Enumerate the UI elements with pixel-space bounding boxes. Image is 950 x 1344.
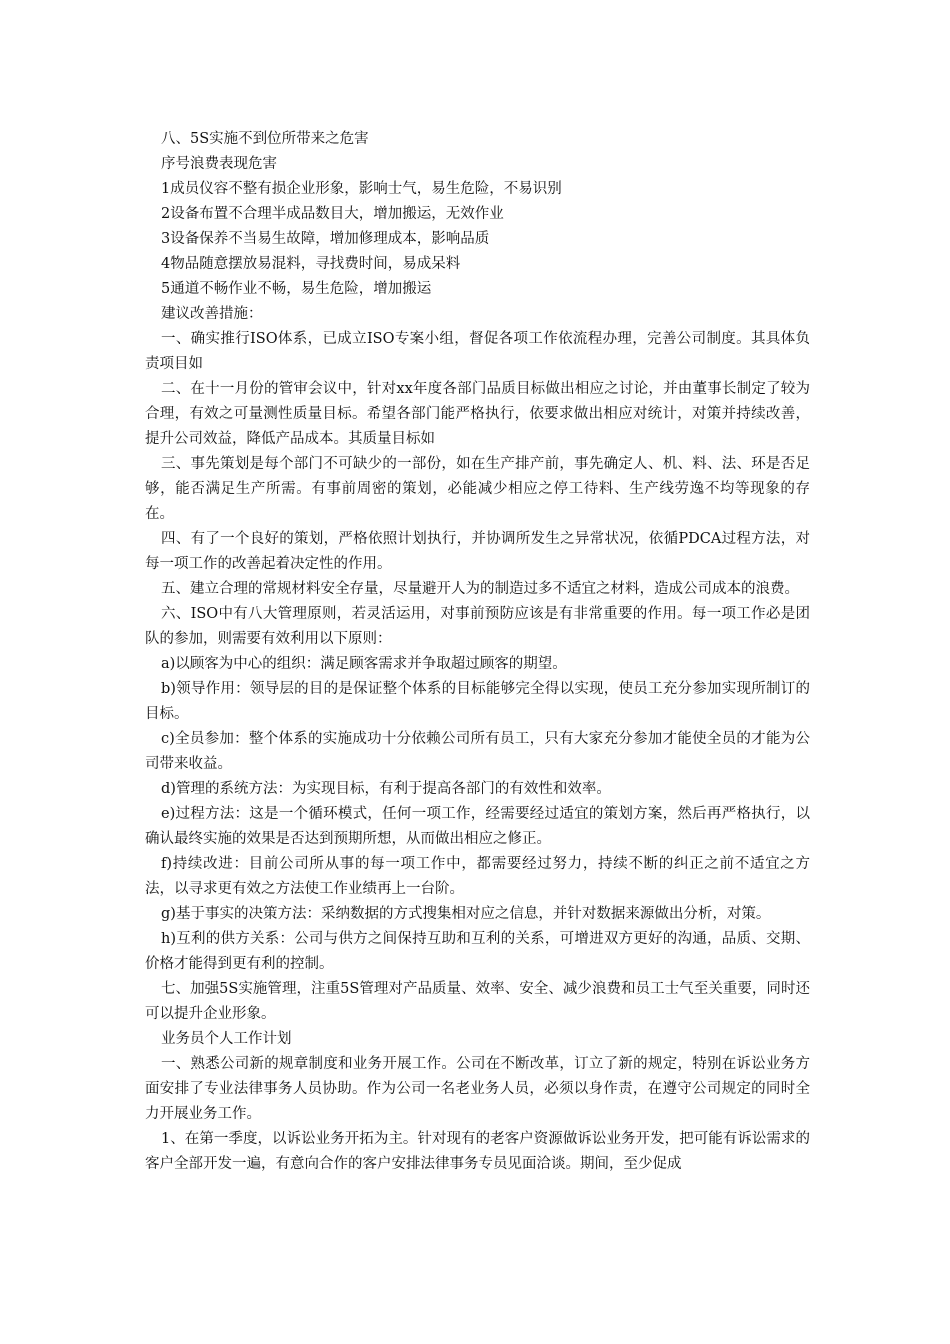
measure-paragraph-3: 三、事先策划是每个部门不可缺少的一部份，如在生产排产前，事先确定人、机、料、法、环是否足够，能否满足生产所需。有事前周密的策划，必能减少相应之停工待料、生产线劳逸不均等现象的存在。	[145, 456, 810, 522]
measure-paragraph-6: 六、ISO中有八大管理原则，若灵活运用，对事前预防应该是有非常重要的作用。每一项工作必是团队的参加，则需要有效利用以下原则：	[145, 606, 810, 647]
plan-paragraph-1: 一、熟悉公司新的规章制度和业务开展工作。公司在不断改革，订立了新的规定，特别在诉讼业务方面安排了专业法律事务人员协助。作为公司一名老业务人员，必须以身作责，在遵守公司规定的同时全力开展业务工作。	[145, 1056, 810, 1122]
plan-paragraph-2: 1、在第一季度，以诉讼业务开拓为主。针对现有的老客户资源做诉讼业务开发，把可能有诉讼需求的客户全部开发一遍，有意向合作的客户安排法律事务专员见面洽谈。期间，至少促成	[145, 1131, 810, 1172]
section-title-work-plan: 业务员个人工作计划	[161, 1031, 292, 1047]
hazard-item-2: 2设备布置不合理半成品数目大，增加搬运，无效作业	[161, 206, 504, 222]
measure-paragraph-2: 二、在十一月份的管审会议中，针对xx年度各部门品质目标做出相应之讨论，并由董事长制定了较为合理，有效之可量测性质量目标。希望各部门能严格执行，依要求做出相应对统计，对策并持续改善，提升公司效益，降低产品成本。其质量目标如	[145, 381, 810, 447]
principle-h: h)互利的供方关系：公司与供方之间保持互助和互利的关系，可增进双方更好的沟通，品质、交期、价格才能得到更有利的控制。	[145, 931, 810, 972]
hazard-item-1: 1成员仪容不整有损企业形象，影响士气，易生危险，不易识别	[161, 181, 562, 197]
principle-e: e)过程方法：这是一个循环模式，任何一项工作，经需要经过适宜的策划方案，然后再严格执行，以确认最终实施的效果是否达到预期所想，从而做出相应之修正。	[145, 806, 810, 847]
measure-paragraph-5: 五、建立合理的常规材料安全存量，尽量避开人为的制造过多不适宜之材料，造成公司成本的浪费。	[161, 581, 799, 597]
principle-a: a)以顾客为中心的组织：满足顾客需求并争取超过顾客的期望。	[161, 656, 567, 672]
principle-g: g)基于事实的决策方法：采纳数据的方式搜集相对应之信息，并针对数据来源做出分析，对策。	[161, 906, 771, 922]
hazard-item-3: 3设备保养不当易生故障，增加修理成本，影响品质	[161, 231, 490, 247]
principle-b: b)领导作用：领导层的目的是保证整个体系的目标能够完全得以实现，使员工充分参加实现所制订的目标。	[145, 681, 810, 722]
table-header-line: 序号浪费表现危害	[161, 156, 277, 172]
document-body	[145, 127, 810, 1177]
hazard-item-5: 5通道不畅作业不畅，易生危险，增加搬运	[161, 281, 432, 297]
hazard-item-4: 4物品随意摆放易混料，寻找费时间，易成呆料	[161, 256, 461, 272]
measure-paragraph-4: 四、有了一个良好的策划，严格依照计划执行，并协调所发生之异常状况，依循PDCA过程方法，对每一项工作的改善起着决定性的作用。	[145, 531, 810, 572]
heading-5s-hazards: 八、5S实施不到位所带来之危害	[161, 131, 369, 147]
principle-d: d)管理的系统方法：为实现目标，有利于提高各部门的有效性和效率。	[161, 781, 611, 797]
principle-c: c)全员参加：整个体系的实施成功十分依赖公司所有员工，只有大家充分参加才能使全员的才能为公司带来收益。	[145, 731, 810, 772]
measure-paragraph-7: 七、加强5S实施管理，注重5S管理对产品质量、效率、安全、减少浪费和员工士气至关重要，同时还可以提升企业形象。	[145, 981, 810, 1022]
improvement-heading: 建议改善措施：	[161, 306, 263, 322]
principle-f: f)持续改进：目前公司所从事的每一项工作中，都需要经过努力，持续不断的纠正之前不适宜之方法，以寻求更有效之方法使工作业绩再上一台阶。	[145, 856, 810, 897]
measure-paragraph-1: 一、确实推行ISO体系，已成立ISO专案小组，督促各项工作依流程办理，完善公司制度。其具体负责项目如	[145, 331, 810, 372]
